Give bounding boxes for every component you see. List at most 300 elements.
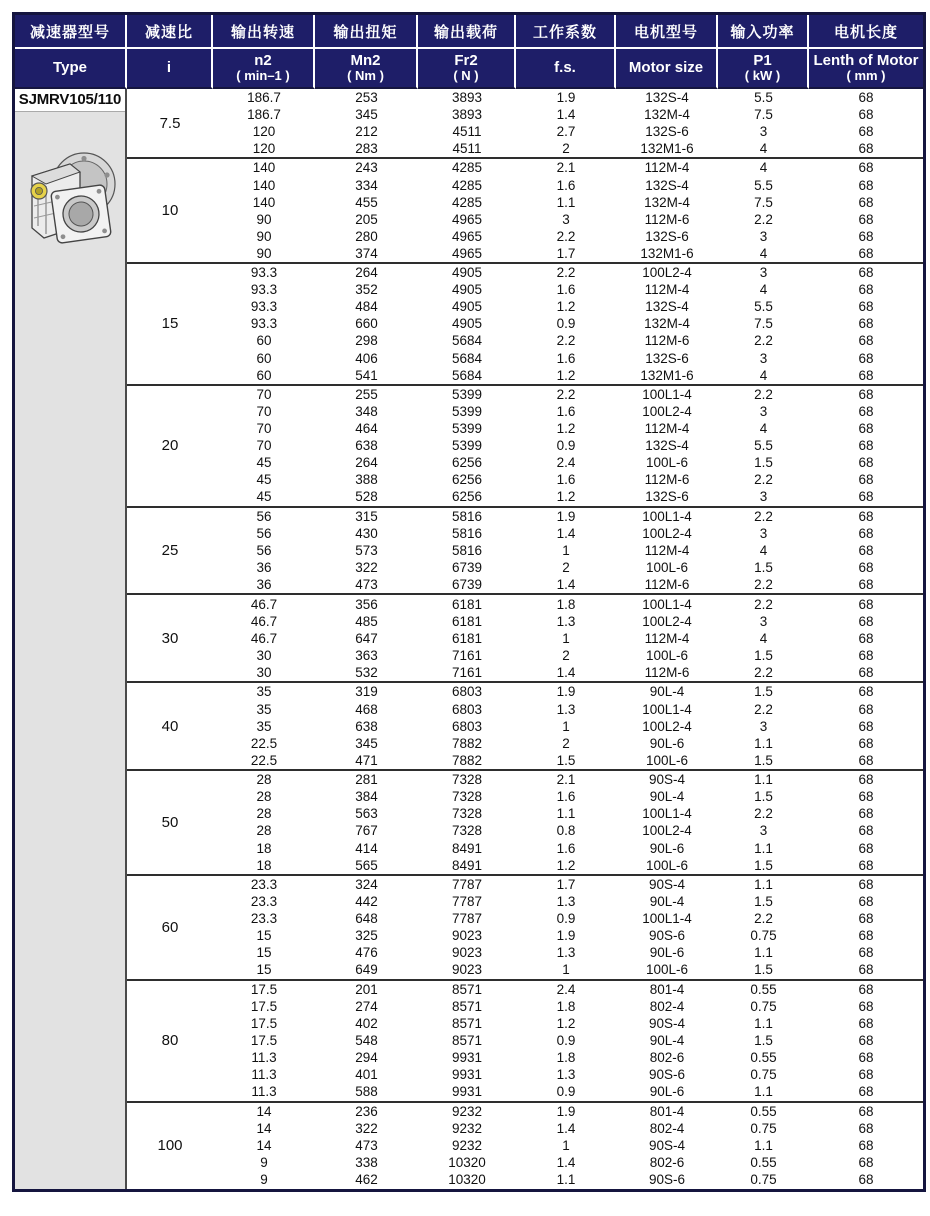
table-cell: 186.7	[247, 106, 281, 122]
table-cell: 56	[213, 506, 315, 526]
table-cell: 5816	[418, 506, 516, 526]
table-cell: 8571	[451, 1016, 483, 1032]
table-cell: 68	[858, 789, 874, 805]
table-cell: 120	[252, 123, 276, 139]
table-cell: 5816	[451, 526, 483, 542]
table-cell: 236	[315, 1101, 418, 1121]
table-cell: 7.5	[754, 106, 773, 122]
table-cell: 1	[562, 1137, 570, 1153]
table-cell: 2	[562, 647, 570, 663]
table-cell: 1.2	[556, 1016, 576, 1032]
table-cell: 7787	[418, 874, 516, 894]
table-cell: 68	[858, 577, 874, 593]
table-cell: 112M-6	[644, 211, 690, 227]
table-cell: 1.4	[556, 577, 576, 593]
table-cell: 2.2	[754, 806, 773, 822]
table-cell: 4905	[451, 282, 483, 298]
table-cell: 1	[562, 962, 570, 978]
table-cell: 11.3	[251, 1084, 277, 1100]
table-cell: 1.9	[516, 506, 616, 526]
table-cell: 93.3	[250, 299, 278, 315]
table-cell: 100L2-4	[642, 823, 692, 839]
reducer-type-label: SJMRV105/110	[15, 89, 125, 112]
table-cell: 1	[562, 718, 570, 734]
table-cell: 1.3	[556, 1067, 576, 1083]
table-cell: 563	[355, 806, 378, 822]
table-cell: 801-4	[616, 979, 718, 999]
table-cell: 68	[858, 526, 874, 542]
table-cell: 0.75	[750, 1120, 777, 1136]
table-cell: 322	[355, 560, 378, 576]
table-cell: 1.2	[556, 421, 576, 437]
table-cell: 68	[858, 333, 874, 349]
table-cell: 46.7	[213, 593, 315, 613]
table-cell: 90L-4	[649, 1033, 685, 1049]
table-cell: 8571	[451, 1033, 483, 1049]
table-cell: 8571	[451, 998, 483, 1014]
table-cell: 1.9	[516, 681, 616, 701]
table-cell: 90L-6	[649, 945, 685, 961]
table-cell: 23.3	[213, 874, 315, 894]
table-cell: 132M-4	[644, 194, 690, 210]
table-cell: 473	[355, 1137, 378, 1153]
table-cell: 15	[256, 962, 272, 978]
table-cell: 70	[213, 384, 315, 404]
table-cell: 23.3	[250, 911, 278, 927]
col-header-service-factor-en: f.s.	[516, 49, 616, 89]
table-cell: 5684	[451, 367, 483, 383]
table-cell: 100L1-4	[616, 384, 718, 404]
table-cell: 9232	[418, 1101, 516, 1121]
table-cell: 6803	[451, 718, 483, 734]
table-cell: 68	[858, 647, 874, 663]
spec-table-body	[15, 89, 923, 1189]
table-cell: 68	[858, 945, 874, 961]
table-cell: 532	[355, 664, 378, 680]
table-cell: 7.5	[754, 194, 773, 210]
table-cell: 255	[315, 384, 418, 404]
table-cell: 573	[355, 543, 378, 559]
table-cell: 68	[809, 262, 923, 282]
table-cell: 1.9	[556, 928, 576, 944]
table-cell: 100L2-4	[642, 613, 692, 629]
table-cell: 201	[315, 979, 418, 999]
table-cell: 90	[256, 245, 272, 261]
table-cell: 22.5	[250, 735, 278, 751]
table-cell: 6181	[418, 593, 516, 613]
table-cell: 1.6	[556, 350, 576, 366]
table-cell: 68	[858, 718, 874, 734]
table-cell: 100L2-4	[642, 526, 692, 542]
table-cell: 68	[858, 228, 874, 244]
table-cell: 801-4	[616, 1101, 718, 1121]
table-cell: 68	[858, 911, 874, 927]
table-cell: 1.6	[556, 282, 576, 298]
table-cell: 35	[256, 718, 272, 734]
table-cell: 112M-6	[644, 333, 690, 349]
table-cell: 68	[858, 177, 874, 193]
table-cell: 68	[809, 769, 923, 789]
table-cell: 4	[759, 543, 768, 559]
table-cell: 68	[858, 421, 874, 437]
table-cell: 68	[858, 489, 874, 505]
col-header-speed-cn: 输出转速	[213, 15, 315, 49]
table-cell: 1.3	[556, 945, 576, 961]
table-cell: 68	[858, 438, 874, 454]
table-cell: 7882	[451, 752, 483, 768]
ratio-cell: 100	[127, 1101, 213, 1190]
table-cell: 132S-4	[645, 177, 689, 193]
ratio-cell: 30	[127, 593, 213, 681]
table-cell: 1.5	[754, 1033, 773, 1049]
col-header-motor-size-cn: 电机型号	[616, 15, 718, 49]
col-header-type-cn: 减速器型号	[15, 15, 127, 49]
ratio-cell: 50	[127, 769, 213, 874]
table-cell: 356	[315, 593, 418, 613]
table-cell: 9931	[451, 1050, 483, 1066]
table-cell: 401	[355, 1067, 378, 1083]
table-cell: 541	[355, 367, 378, 383]
table-cell: 6739	[451, 577, 483, 593]
table-cell: 112M-4	[644, 282, 690, 298]
table-cell: 17.5	[250, 1033, 278, 1049]
table-cell: 112M-4	[644, 543, 690, 559]
table-cell: 2.2	[718, 506, 809, 526]
ratio-cell: 25	[127, 506, 213, 594]
table-cell: 4905	[451, 316, 483, 332]
table-cell: 100L2-4	[642, 718, 692, 734]
table-cell: 5399	[451, 438, 483, 454]
table-cell: 528	[355, 489, 378, 505]
table-cell: 2.2	[754, 472, 773, 488]
table-cell: 2.1	[516, 157, 616, 177]
table-cell: 6739	[451, 560, 483, 576]
table-cell: 120	[252, 140, 276, 156]
table-cell: 767	[355, 823, 378, 839]
table-cell: 100L-6	[645, 962, 689, 978]
table-cell: 4905	[418, 262, 516, 282]
table-cell: 18	[256, 840, 272, 856]
table-cell: 4905	[451, 299, 483, 315]
ratio-cell: 15	[127, 262, 213, 384]
table-cell: 68	[858, 299, 874, 315]
table-cell: 6256	[451, 455, 483, 471]
table-cell: 1.4	[556, 106, 576, 122]
table-cell: 68	[858, 1016, 874, 1032]
table-cell: 9	[260, 1154, 268, 1170]
table-cell: 70	[256, 438, 272, 454]
table-cell: 90S-4	[648, 1016, 686, 1032]
table-cell: 0.75	[750, 1067, 777, 1083]
table-cell: 68	[858, 404, 874, 420]
table-cell: 6181	[451, 613, 483, 629]
table-cell: 68	[858, 613, 874, 629]
header-row-en	[15, 49, 923, 89]
table-cell: 4	[718, 157, 809, 177]
table-cell: 1.6	[556, 177, 576, 193]
table-cell: 17.5	[250, 998, 278, 1014]
table-cell: 9232	[451, 1120, 483, 1136]
table-cell: 1.1	[556, 194, 576, 210]
table-cell: 5.5	[754, 438, 773, 454]
table-cell: 243	[315, 157, 418, 177]
table-cell: 9023	[451, 928, 483, 944]
table-cell: 68	[858, 1137, 874, 1153]
table-cell: 402	[355, 1016, 378, 1032]
table-cell: 1.6	[556, 472, 576, 488]
table-cell: 30	[256, 647, 272, 663]
table-cell: 15	[256, 928, 272, 944]
table-cell: 90L-6	[649, 840, 685, 856]
table-cell: 1.4	[556, 1154, 576, 1170]
table-cell: 315	[315, 506, 418, 526]
table-cell: 1.3	[556, 701, 576, 717]
table-cell: 2.1	[516, 769, 616, 789]
table-cell: 112M-6	[644, 664, 690, 680]
table-cell: 7787	[451, 894, 483, 910]
table-cell: 3	[759, 613, 768, 629]
table-cell: 68	[809, 979, 923, 999]
table-cell: 649	[355, 962, 378, 978]
table-cell: 68	[809, 1101, 923, 1121]
table-cell: 60	[256, 333, 272, 349]
table-cell: 5816	[451, 543, 483, 559]
col-header-service-factor-cn: 工作系数	[516, 15, 616, 49]
table-cell: 0.55	[750, 1050, 777, 1066]
table-cell: 68	[858, 560, 874, 576]
table-row	[15, 384, 923, 404]
table-cell: 132S-6	[645, 350, 689, 366]
table-cell: 68	[858, 1084, 874, 1100]
table-cell: 6803	[418, 681, 516, 701]
table-cell: 68	[858, 350, 874, 366]
table-cell: 68	[858, 1120, 874, 1136]
table-cell: 14	[256, 1120, 272, 1136]
table-cell: 334	[355, 177, 378, 193]
table-cell: 4511	[452, 140, 482, 156]
col-header-type-en: Type	[15, 49, 127, 89]
ratio-cell: 10	[127, 157, 213, 262]
table-cell: 68	[858, 1050, 874, 1066]
table-cell: 132M-4	[644, 316, 690, 332]
table-cell: 90	[256, 228, 272, 244]
table-cell: 0.9	[556, 438, 576, 454]
table-cell: 100L1-4	[616, 506, 718, 526]
table-cell: 68	[858, 894, 874, 910]
col-header-ratio-en: i	[127, 49, 213, 89]
table-cell: 325	[355, 928, 378, 944]
col-header-motor-size-en: Motor size	[616, 49, 718, 89]
table-cell: 298	[355, 333, 378, 349]
table-cell: 36	[256, 560, 272, 576]
table-cell: 442	[355, 894, 378, 910]
table-cell: 324	[315, 874, 418, 894]
table-cell: 6256	[451, 489, 483, 505]
ratio-cell: 7.5	[159, 114, 181, 132]
table-row	[15, 979, 923, 999]
table-cell: 68	[858, 455, 874, 471]
table-cell: 1.5	[718, 681, 809, 701]
table-cell: 1.4	[556, 526, 576, 542]
table-cell: 485	[355, 613, 378, 629]
table-cell: 68	[858, 735, 874, 751]
table-cell: 68	[858, 194, 874, 210]
table-cell: 1.9	[556, 89, 576, 105]
table-cell: 46.7	[250, 630, 278, 646]
reducer-type-cell	[15, 89, 127, 1189]
table-cell: 100L1-4	[642, 806, 692, 822]
col-header-ratio-cn: 减速比	[127, 15, 213, 49]
table-cell: 10320	[448, 1172, 486, 1188]
table-cell: 5.5	[754, 299, 773, 315]
table-cell: 1.1	[754, 840, 773, 856]
table-cell: 1.1	[718, 874, 809, 894]
table-row	[15, 89, 923, 106]
table-cell: 35	[256, 701, 272, 717]
table-cell: 471	[355, 752, 378, 768]
table-cell: 140	[252, 194, 276, 210]
table-cell: 473	[355, 577, 378, 593]
table-cell: 2.2	[754, 911, 773, 927]
table-cell: 802-6	[649, 1050, 685, 1066]
table-header	[15, 15, 923, 89]
table-cell: 68	[858, 106, 874, 122]
ratio-cell: 80	[127, 979, 213, 1101]
table-cell: 1.2	[556, 367, 576, 383]
table-cell: 68	[858, 928, 874, 944]
table-cell: 1.8	[556, 998, 576, 1014]
table-cell: 294	[355, 1050, 378, 1066]
table-cell: 112M-6	[644, 472, 690, 488]
table-cell: 638	[355, 718, 378, 734]
table-cell: 2.2	[718, 384, 809, 404]
col-header-motor-length-cn: 电机长度	[809, 15, 923, 49]
table-cell: 7161	[451, 647, 483, 663]
table-row	[15, 681, 923, 701]
col-header-load-en: Fr2 ( N )	[418, 49, 516, 89]
table-cell: 132S-4	[645, 299, 689, 315]
table-cell: 68	[858, 1154, 874, 1170]
table-cell: 68	[809, 506, 923, 526]
table-cell: 384	[355, 789, 378, 805]
table-cell: 68	[858, 664, 874, 680]
table-cell: 1.5	[754, 752, 773, 768]
table-cell: 2	[562, 140, 570, 156]
table-cell: 660	[355, 316, 378, 332]
table-cell: 68	[858, 123, 874, 139]
table-cell: 30	[256, 664, 272, 680]
table-cell: 1.7	[556, 245, 576, 261]
table-cell: 802-4	[649, 1120, 685, 1136]
table-cell: 68	[858, 701, 874, 717]
table-cell: 3	[759, 123, 768, 139]
table-cell: 1.5	[754, 962, 773, 978]
table-cell: 548	[355, 1033, 378, 1049]
table-cell: 1.4	[556, 1120, 576, 1136]
table-row	[15, 874, 923, 894]
table-cell: 1.5	[754, 647, 773, 663]
table-cell: 132M1-6	[640, 245, 694, 261]
table-cell: 3893	[451, 89, 483, 105]
reducer-spec-table	[12, 12, 926, 1192]
table-cell: 7.5	[754, 316, 773, 332]
table-cell: 90	[256, 211, 272, 227]
table-cell: 406	[355, 350, 378, 366]
table-cell: 1.4	[556, 664, 576, 680]
table-cell: 100L1-4	[616, 593, 718, 613]
table-cell: 68	[809, 874, 923, 894]
table-cell: 5.5	[754, 89, 773, 105]
table-cell: 3	[718, 262, 809, 282]
table-cell: 3	[759, 404, 768, 420]
table-cell: 468	[355, 701, 378, 717]
table-cell: 1.5	[754, 560, 773, 576]
table-cell: 9931	[451, 1067, 483, 1083]
table-cell: 17.5	[213, 979, 315, 999]
table-cell: 363	[355, 647, 378, 663]
table-cell: 100L-6	[645, 752, 689, 768]
table-cell: 4	[759, 245, 768, 261]
table-cell: 140	[252, 177, 276, 193]
table-cell: 1.1	[754, 1016, 773, 1032]
table-cell: 45	[256, 455, 272, 471]
table-cell: 68	[809, 681, 923, 701]
ratio-cell: 60	[127, 874, 213, 979]
table-cell: 588	[355, 1084, 378, 1100]
table-cell: 68	[858, 89, 874, 105]
table-cell: 90S-4	[616, 769, 718, 789]
table-cell: 9	[260, 1172, 268, 1188]
table-cell: 28	[256, 806, 272, 822]
table-cell: 7161	[451, 664, 483, 680]
col-header-power-cn: 输入功率	[718, 15, 809, 49]
table-cell: 455	[355, 194, 378, 210]
table-cell: 112M-6	[644, 577, 690, 593]
table-cell: 0.75	[750, 928, 777, 944]
table-cell: 10320	[448, 1154, 486, 1170]
table-cell: 280	[355, 228, 378, 244]
table-cell: 68	[858, 1067, 874, 1083]
table-cell: 68	[858, 211, 874, 227]
table-cell: 90L-4	[616, 681, 718, 701]
table-cell: 100L-6	[645, 647, 689, 663]
table-cell: 253	[355, 89, 378, 105]
gearbox-illustration-icon	[18, 140, 122, 258]
table-cell: 281	[315, 769, 418, 789]
table-cell: 28	[256, 823, 272, 839]
table-cell: 68	[858, 752, 874, 768]
table-cell: 8491	[451, 857, 483, 873]
table-cell: 1	[562, 630, 570, 646]
table-cell: 68	[809, 593, 923, 613]
table-cell: 68	[858, 472, 874, 488]
table-cell: 3893	[451, 106, 483, 122]
table-cell: 1.2	[556, 299, 576, 315]
table-cell: 462	[355, 1172, 378, 1188]
table-cell: 186.7	[247, 89, 281, 105]
table-cell: 4965	[451, 245, 483, 261]
table-cell: 11.3	[251, 1050, 277, 1066]
table-cell: 374	[355, 245, 378, 261]
table-cell: 1.5	[754, 789, 773, 805]
table-cell: 9931	[451, 1084, 483, 1100]
table-cell: 8571	[418, 979, 516, 999]
table-cell: 205	[355, 211, 378, 227]
table-cell: 2.2	[556, 333, 576, 349]
table-cell: 430	[355, 526, 378, 542]
table-cell: 90L-6	[649, 1084, 685, 1100]
table-cell: 2.2	[754, 333, 773, 349]
